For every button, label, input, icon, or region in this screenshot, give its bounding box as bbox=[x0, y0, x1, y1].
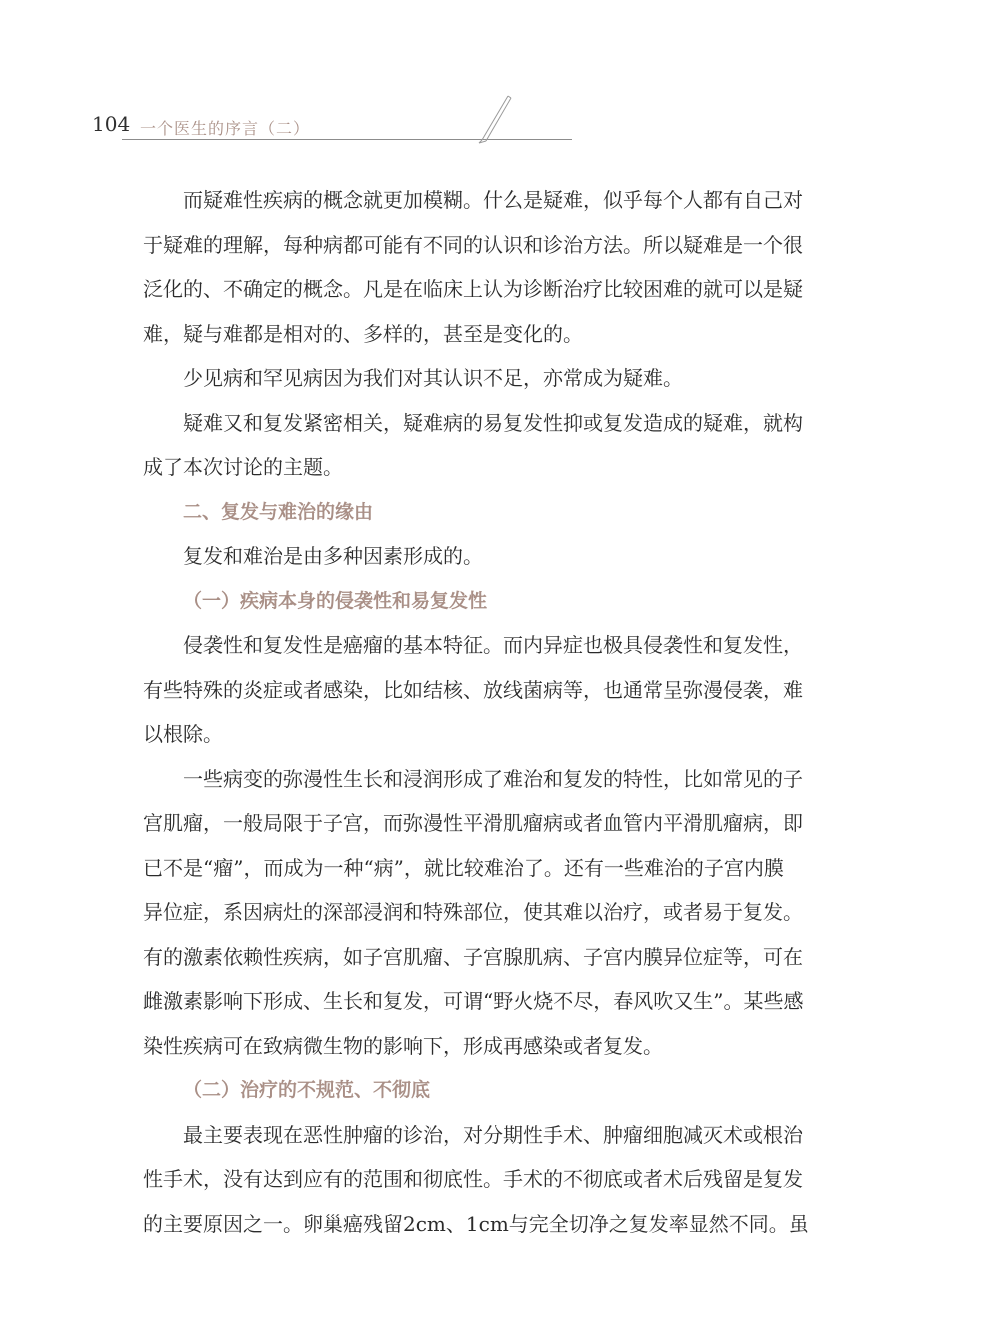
text-line: 已不是“瘤”，而成为一种“病”，就比较难治了。还有一些难治的子宫内膜 bbox=[143, 855, 784, 880]
page-body bbox=[143, 178, 843, 1246]
text-line: 泛化的、不确定的概念。凡是在临床上认为诊断治疗比较困难的就可以是疑 bbox=[143, 277, 803, 301]
subsection-heading-1: （一）疾病本身的侵袭性和易复发性 bbox=[183, 589, 488, 612]
text-line: 于疑难的理解，每种病都可能有不同的认识和诊治方法。所以疑难是一个很 bbox=[143, 232, 803, 257]
paragraph-5 bbox=[143, 623, 843, 757]
text-line: 异位症，系因病灶的深部浸润和特殊部位，使其难以治疗，或者易于复发。 bbox=[143, 900, 803, 924]
text-line: 少见病和罕见病因为我们对其认识不足，亦常成为疑难。 bbox=[183, 366, 683, 390]
section-heading: 二、复发与难治的缘由 bbox=[183, 500, 374, 523]
paragraph-4 bbox=[143, 534, 843, 579]
text-line: 成了本次讨论的主题。 bbox=[143, 455, 343, 479]
text-line: 疑难又和复发紧密相关，疑难病的易复发性抑或复发造成的疑难，就构 bbox=[183, 410, 803, 435]
text-line: 雌激素影响下形成、生长和复发，可谓“野火烧不尽，春风吹又生”。某些感 bbox=[143, 989, 804, 1013]
paragraph-6 bbox=[143, 757, 843, 1069]
paragraph-7 bbox=[143, 1113, 843, 1247]
page-header bbox=[92, 112, 532, 142]
subsection-heading-2: （二）治疗的不规范、不彻底 bbox=[183, 1079, 431, 1101]
pen-icon bbox=[478, 92, 512, 144]
text-line: 而疑难性疾病的概念就更加模糊。什么是疑难，似乎每个人都有自己对 bbox=[183, 188, 803, 212]
text-line: 性手术，没有达到应有的范围和彻底性。手术的不彻底或者术后残留是复发 bbox=[143, 1167, 803, 1191]
text-line: 有的激素依赖性疾病，如子宫肌瘤、子宫腺肌病、子宫内膜异位症等，可在 bbox=[143, 944, 803, 969]
paragraph-3 bbox=[143, 401, 843, 490]
text-line: 难，疑与难都是相对的、多样的，甚至是变化的。 bbox=[143, 321, 583, 346]
text-line: 有些特殊的炎症或者感染，比如结核、放线菌病等，也通常呈弥漫侵袭，难 bbox=[143, 677, 803, 702]
paragraph-2 bbox=[143, 356, 843, 401]
text-line: 复发和难治是由多种因素形成的。 bbox=[183, 544, 483, 568]
page-number: 104 bbox=[92, 112, 131, 136]
text-line: 最主要表现在恶性肿瘤的诊治，对分期性手术、肿瘤细胞减灭术或根治 bbox=[183, 1122, 803, 1147]
text-line: 染性疾病可在致病微生物的影响下，形成再感染或者复发。 bbox=[143, 1033, 663, 1058]
paragraph-1 bbox=[143, 178, 843, 356]
text-line: 的主要原因之一。卵巢癌残留2cm、1cm与完全切净之复发率显然不同。虽 bbox=[143, 1211, 809, 1236]
text-line: 一些病变的弥漫性生长和浸润形成了难治和复发的特性，比如常见的子 bbox=[183, 766, 803, 791]
text-line: 宫肌瘤，一般局限于子宫，而弥漫性平滑肌瘤病或者血管内平滑肌瘤病，即 bbox=[143, 811, 803, 835]
running-title: 一个医生的序言（二） bbox=[140, 119, 311, 138]
text-line: 以根除。 bbox=[143, 722, 223, 746]
text-line: 侵袭性和复发性是癌瘤的基本特征。而内异症也极具侵袭性和复发性， bbox=[183, 633, 803, 657]
